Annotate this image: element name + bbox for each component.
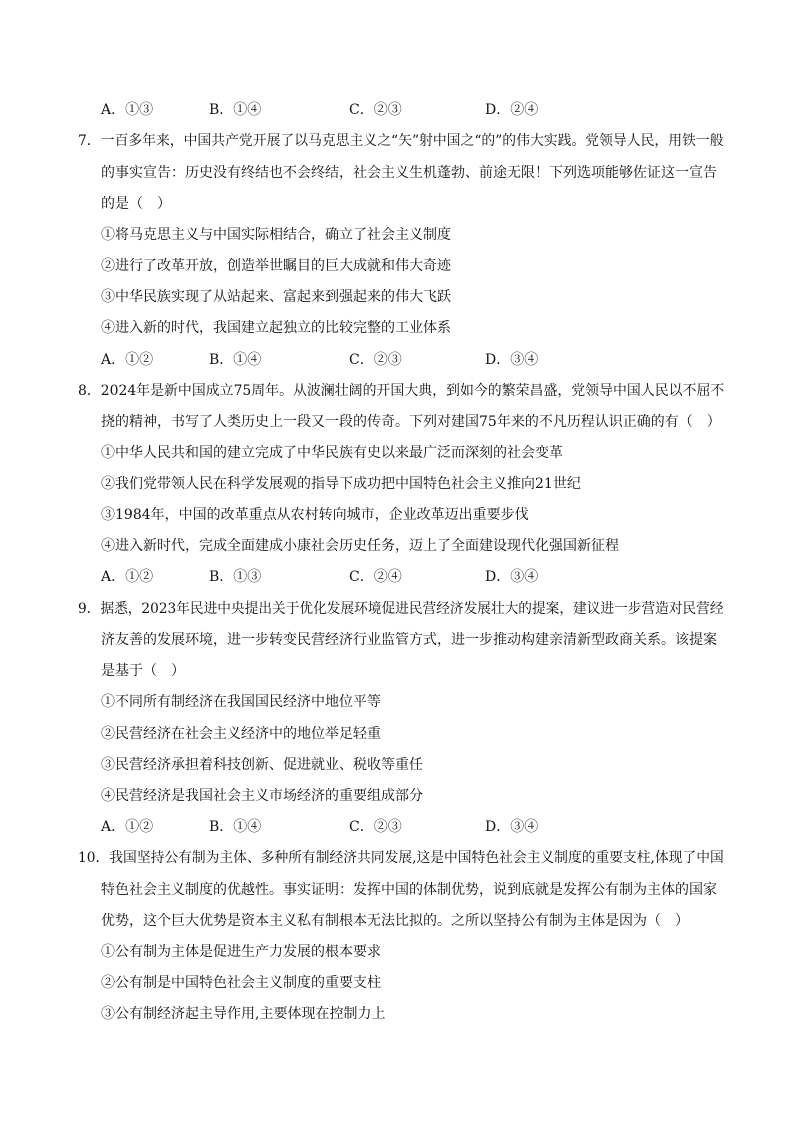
option-c: C．②④ — [349, 569, 402, 585]
statement-item: ①不同所有制经济在我国国民经济中地位平等 — [101, 694, 381, 710]
option-c: C．②③ — [349, 352, 402, 368]
statement-item: ①公有制为主体是促进生产力发展的根本要求 — [101, 944, 381, 960]
statement-item: ①中华人民共和国的建立完成了中华民族有史以来最广泛而深刻的社会变革 — [101, 445, 563, 461]
option-d: D．③④ — [485, 819, 539, 835]
statement-item: ④进入新的时代，我国建立起独立的比较完整的工业体系 — [101, 320, 451, 336]
prev-question-options — [101, 100, 601, 120]
answer-options — [101, 350, 601, 370]
answer-options — [101, 567, 601, 587]
statement-item: ④进入新时代，完成全面建成小康社会历史任务，迈上了全面建设现代化强国新征程 — [101, 538, 619, 554]
statement-item: ②进行了改革开放，创造举世瞩目的巨大成就和伟大奇迹 — [101, 258, 451, 274]
option-c: C．②③ — [349, 102, 402, 118]
option-b: B．①④ — [209, 102, 262, 118]
statement-item: ③1984年，中国的改革重点从农村转向城市，企业改革迈出重要步伐 — [101, 507, 529, 523]
statement-item: ②公有制是中国特色社会主义制度的重要支柱 — [101, 975, 381, 991]
question-stem-line: 8．2024年是新中国成立75周年。从波澜壮阔的开国大典，到如今的繁荣昌盛，党领导中国人民以不屈不 — [78, 383, 725, 399]
question-stem-line: 优势，这个巨大优势是资本主义私有制根本无法比拟的。之所以坚持公有制为主体是因为（ ） — [101, 913, 689, 929]
question-stem-line: 济友善的发展环境，进一步转变民营经济行业监管方式，进一步推动构建亲清新型政商关系。该提案 — [101, 632, 717, 648]
question-stem-line: 特色社会主义制度的优越性。事实证明：发挥中国的体制优势，说到底就是发挥公有制为主体的国家 — [101, 882, 717, 898]
answer-options — [101, 817, 601, 837]
option-d: D．②④ — [485, 102, 539, 118]
statement-item: ②我们党带领人民在科学发展观的指导下成功把中国特色社会主义推向21世纪 — [101, 476, 581, 492]
question-stem-line: 挠的精神，书写了人类历史上一段又一段的传奇。下列对建国75年来的不凡历程认识正确的有（ ） — [101, 414, 721, 430]
statement-item: ③民营经济承担着科技创新、促进就业、税收等重任 — [101, 757, 423, 773]
question-stem-line: 的是（ ） — [101, 196, 171, 212]
statement-item: ③中华民族实现了从站起来、富起来到强起来的伟大飞跃 — [101, 289, 451, 305]
question-stem-line: 是基于（ ） — [101, 663, 185, 679]
question-stem-line: 10．我国坚持公有制为主体、多种所有制经济共同发展,这是中国特色社会主义制度的重要支柱,体现了中国 — [78, 850, 724, 866]
option-a: A．①② — [101, 352, 154, 368]
option-a: A．①② — [101, 819, 154, 835]
option-b: B．①③ — [209, 569, 262, 585]
question-stem-line: 7．一百多年来，中国共产党开展了以马克思主义之“矢”射中国之“的”的伟大实践。党领导人民，用铁一般 — [78, 133, 724, 149]
statement-item: ③公有制经济起主导作用,主要体现在控制力上 — [101, 1006, 386, 1022]
question-stem-line: 的事实宣告：历史没有终结也不会终结，社会主义生机蓬勃、前途无限！下列选项能够佐证这一宣告 — [101, 165, 717, 181]
option-b: B．①④ — [209, 819, 262, 835]
option-c: C．②③ — [349, 819, 402, 835]
option-d: D．③④ — [485, 569, 539, 585]
question-stem-line: 9．据悉，2023年民进中央提出关于优化发展环境促进民营经济发展壮大的提案，建议进一步营造对民营经 — [78, 601, 724, 617]
statement-item: ②民营经济在社会主义经济中的地位举足轻重 — [101, 726, 381, 742]
statement-item: ①将马克思主义与中国实际相结合，确立了社会主义制度 — [101, 227, 451, 243]
option-a: A．①③ — [101, 102, 154, 118]
statement-item: ④民营经济是我国社会主义市场经济的重要组成部分 — [101, 788, 423, 804]
option-a: A．①② — [101, 569, 154, 585]
option-b: B．①④ — [209, 352, 262, 368]
option-d: D．③④ — [485, 352, 539, 368]
